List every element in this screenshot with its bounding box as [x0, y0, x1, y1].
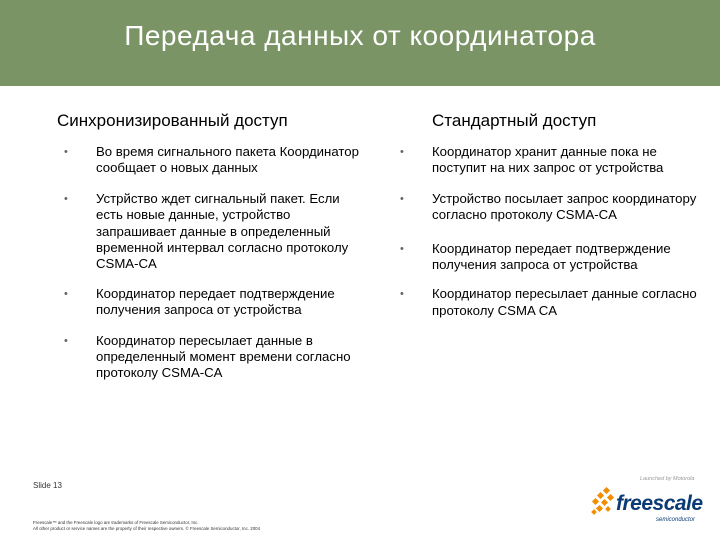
slide-title: Передача данных от координатора	[124, 20, 596, 51]
list-item-text: Координатор передает подтверждение получения запроса от устройства	[96, 285, 335, 318]
list-item-text: Устройство посылает запрос координатору согласно протоколу CSMA-CA	[432, 190, 697, 223]
list-item	[400, 286, 697, 319]
list-item-text: Координатор передает подтверждение получения запроса от устройства	[432, 240, 671, 273]
legal-footer	[33, 520, 393, 532]
list-item-text: Координатор хранит данные пока не поступит на них запрос от устройства	[432, 144, 664, 176]
slide-number: Slide 13	[33, 481, 62, 490]
list-item-text: Координатор пересылает данные согласно протоколу CSMA CA	[432, 286, 697, 318]
list-item-text: Во время сигнального пакета Координатор сообщает о новых данных	[96, 144, 359, 176]
list-item	[64, 144, 361, 177]
list-item-text: Устрйство ждет сигнальный пакет. Если есть новые данные, устройство запрашивает данные в определенный временной интервал согласно протоколу CSMA-CA	[96, 190, 349, 272]
right-column-heading: Стандартный доступ	[432, 111, 597, 130]
left-column-heading: Синхронизированный доступ	[57, 111, 288, 130]
list-item	[64, 332, 361, 382]
bullet-icon: •	[64, 192, 68, 205]
list-item	[64, 190, 361, 273]
list-item	[400, 190, 697, 224]
bullet-icon: •	[64, 334, 68, 347]
bullet-icon: •	[400, 192, 404, 205]
bullet-icon: •	[400, 288, 404, 301]
left-bullet-list	[64, 144, 361, 382]
bullet-icon: •	[400, 242, 404, 255]
legal-line-1: Freescale™ and the Freescale logo are trademarks of Freescale Semiconductor, Inc.	[33, 520, 199, 525]
bullet-icon: •	[64, 287, 68, 300]
freescale-logo	[590, 476, 710, 536]
legal-line-2: All other product or service names are the property of their respective owners. © Freescale Semiconductor, Inc. 2004	[33, 526, 261, 531]
logo-subtitle: semiconductor	[656, 517, 696, 523]
logo-name: freescale	[616, 492, 703, 515]
bullet-icon: •	[64, 146, 68, 158]
list-item-text: Координатор пересылает данные в определенный момент времени согласно протоколу CSMA-CA	[96, 332, 351, 381]
right-bullet-list	[400, 144, 697, 319]
bullet-icon: •	[400, 146, 404, 158]
list-item	[400, 240, 697, 274]
list-item	[64, 285, 361, 319]
logo-tagline: Launched by Motorola	[640, 476, 695, 482]
list-item	[400, 144, 697, 177]
